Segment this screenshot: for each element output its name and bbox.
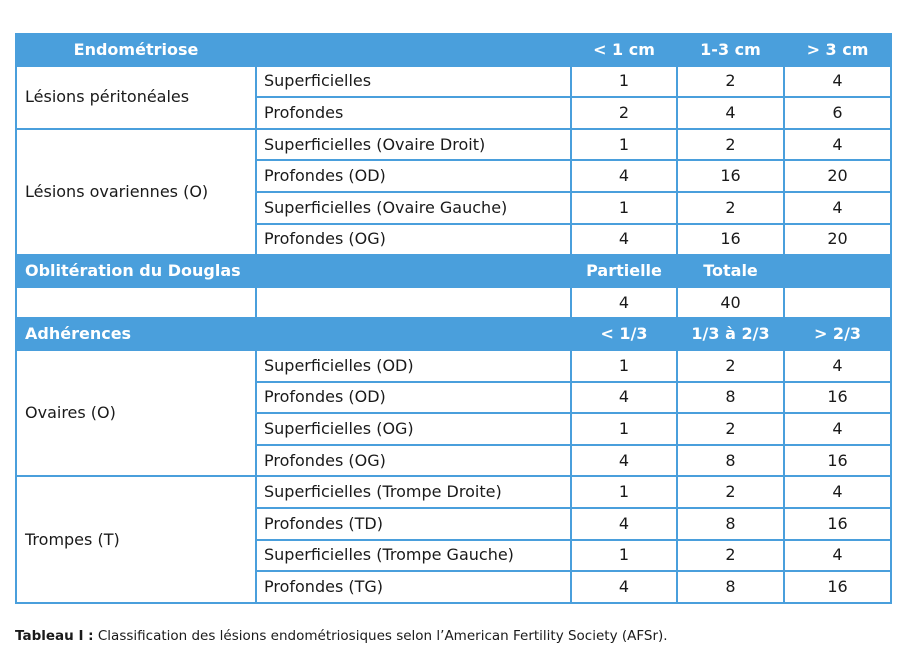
table-row [16, 287, 891, 319]
cell-value: 1 [571, 350, 677, 382]
douglas-header-row [16, 255, 891, 287]
row-label: Superficielles [256, 66, 571, 98]
group-label-ovaires: Ovaires (O) [16, 350, 256, 476]
caption-text: Classification des lésions endométriosiques selon l’American Fertility Society (AFSr). [93, 628, 668, 644]
table-row [16, 476, 891, 508]
afs-classification-table [15, 33, 892, 604]
cell-value: 4 [677, 97, 784, 129]
row-label: Profondes (OD) [256, 160, 571, 192]
col-header-lt1cm: < 1 cm [571, 34, 677, 66]
table-row [16, 350, 891, 382]
cell-value: 1 [571, 413, 677, 445]
row-label: Superficielles (OD) [256, 350, 571, 382]
endometriose-header-row [16, 34, 891, 66]
cell-value: 4 [784, 350, 891, 382]
cell-value: 4 [784, 413, 891, 445]
cell-value: 16 [784, 445, 891, 477]
cell-value: 4 [571, 382, 677, 414]
col-header-gt3cm: > 3 cm [784, 34, 891, 66]
header-blank [784, 255, 891, 287]
cell-value: 8 [677, 382, 784, 414]
cell-value: 2 [677, 540, 784, 572]
row-label: Superficielles (Trompe Droite) [256, 476, 571, 508]
col-header-totale: Totale [677, 255, 784, 287]
row-label: Profondes (OG) [256, 224, 571, 256]
row-label: Superficielles (OG) [256, 413, 571, 445]
cell-value: 16 [784, 382, 891, 414]
cell-value: 4 [571, 160, 677, 192]
cell-value: 2 [677, 413, 784, 445]
row-label: Profondes [256, 97, 571, 129]
cell-value: 4 [571, 224, 677, 256]
col-header-gt-two-thirds: > 2/3 [784, 318, 891, 350]
cell-value: 16 [784, 571, 891, 603]
cell-value: 4 [571, 508, 677, 540]
cell-value: 2 [571, 97, 677, 129]
cell-value: 4 [784, 129, 891, 161]
table-caption [15, 628, 668, 644]
cell-value: 2 [677, 129, 784, 161]
endometriose-title: Endométriose [16, 34, 256, 66]
group-label-trompes: Trompes (T) [16, 476, 256, 602]
cell-value: 2 [677, 66, 784, 98]
cell-value: 4 [571, 287, 677, 319]
douglas-title: Oblitération du Douglas [16, 255, 256, 287]
cell-blank [784, 287, 891, 319]
cell-value: 4 [784, 192, 891, 224]
adherences-title: Adhérences [16, 318, 256, 350]
caption-label: Tableau I : [15, 628, 94, 644]
cell-value: 16 [784, 508, 891, 540]
cell-value: 1 [571, 66, 677, 98]
col-header-lt-third: < 1/3 [571, 318, 677, 350]
cell-value: 20 [784, 224, 891, 256]
cell-value: 1 [571, 476, 677, 508]
row-label: Superficielles (Ovaire Gauche) [256, 192, 571, 224]
cell-value: 8 [677, 571, 784, 603]
row-label: Profondes (OG) [256, 445, 571, 477]
cell-blank [16, 287, 256, 319]
cell-value: 1 [571, 192, 677, 224]
cell-value: 16 [677, 224, 784, 256]
col-header-third-to-two-thirds: 1/3 à 2/3 [677, 318, 784, 350]
cell-value: 6 [784, 97, 891, 129]
group-label-ovariennes: Lésions ovariennes (O) [16, 129, 256, 255]
cell-value: 4 [571, 571, 677, 603]
row-label: Superficielles (Trompe Gauche) [256, 540, 571, 572]
cell-value: 4 [784, 66, 891, 98]
cell-value: 2 [677, 350, 784, 382]
row-label: Superficielles (Ovaire Droit) [256, 129, 571, 161]
row-label: Profondes (TG) [256, 571, 571, 603]
group-label-peritoneales: Lésions péritonéales [16, 66, 256, 129]
cell-value: 1 [571, 540, 677, 572]
col-header-partielle: Partielle [571, 255, 677, 287]
header-blank [256, 255, 571, 287]
cell-value: 4 [784, 540, 891, 572]
row-label: Profondes (TD) [256, 508, 571, 540]
table-row [16, 129, 891, 161]
header-blank [256, 34, 571, 66]
row-label: Profondes (OD) [256, 382, 571, 414]
cell-value: 8 [677, 508, 784, 540]
cell-value: 4 [571, 445, 677, 477]
cell-value: 2 [677, 476, 784, 508]
cell-value: 20 [784, 160, 891, 192]
cell-value: 16 [677, 160, 784, 192]
header-blank [256, 318, 571, 350]
cell-value: 40 [677, 287, 784, 319]
col-header-1-3cm: 1-3 cm [677, 34, 784, 66]
cell-value: 4 [784, 476, 891, 508]
cell-value: 2 [677, 192, 784, 224]
table-row [16, 66, 891, 98]
cell-blank [256, 287, 571, 319]
cell-value: 8 [677, 445, 784, 477]
cell-value: 1 [571, 129, 677, 161]
adherences-header-row [16, 318, 891, 350]
